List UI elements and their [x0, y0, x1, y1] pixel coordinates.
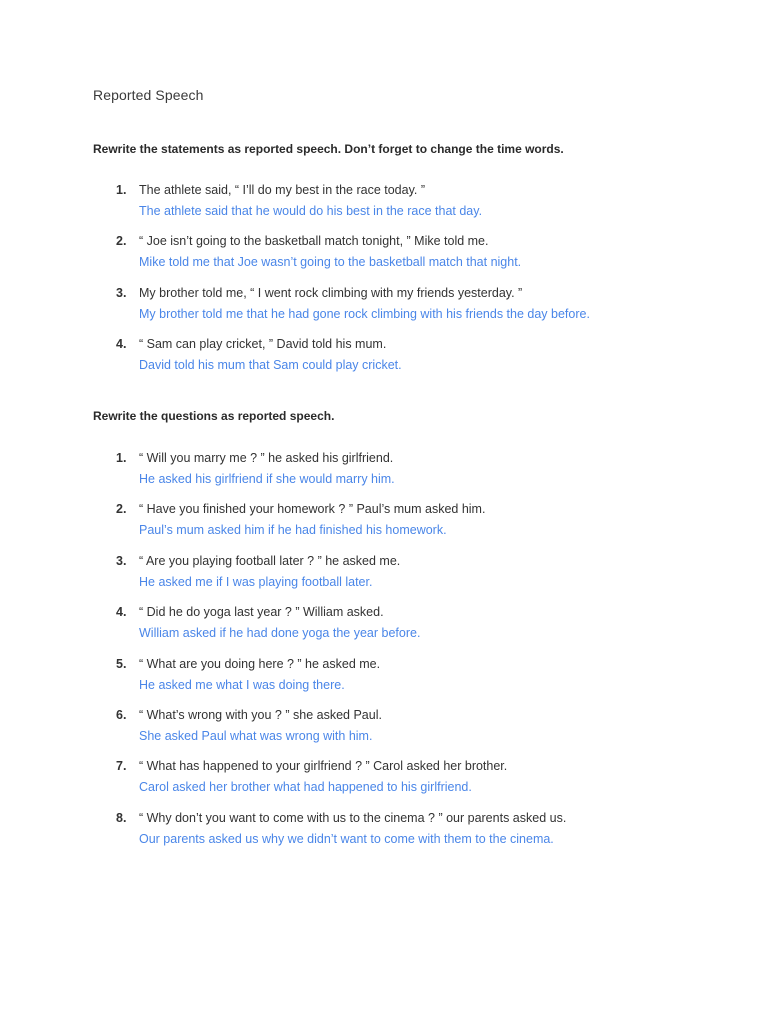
item-answer: Carol asked her brother what had happened to his girlfriend.: [139, 780, 472, 795]
questions-instruction: Rewrite the questions as reported speech.: [93, 409, 335, 423]
item-question: “ Have you finished your homework ? ” Paul’s mum asked him.: [139, 502, 486, 517]
item-number: 4.: [116, 605, 127, 620]
item-answer: The athlete said that he would do his best in the race that day.: [139, 204, 483, 218]
item-number: 5.: [116, 656, 127, 671]
item-question: “ Are you playing football later ? ” he asked me.: [139, 553, 401, 568]
item-number: 7.: [116, 759, 127, 774]
item-answer: She asked Paul what was wrong with him.: [139, 728, 373, 743]
item-number: 2.: [116, 234, 127, 249]
item-answer: David told his mum that Sam could play cricket.: [139, 358, 402, 373]
item-answer: Our parents asked us why we didn’t want to come with them to the cinema.: [139, 831, 554, 846]
item-number: 3.: [116, 285, 127, 300]
item-number: 8.: [116, 810, 127, 825]
item-answer: Paul’s mum asked him if he had finished his homework.: [139, 523, 447, 538]
item-question: “ Will you marry me ? ” he asked his girlfriend.: [139, 451, 394, 465]
item-answer: He asked his girlfriend if she would marry him.: [139, 472, 395, 486]
item-number: 3.: [116, 553, 127, 568]
item-answer: My brother told me that he had gone rock climbing with his friends the day before.: [139, 306, 590, 321]
item-number: 4.: [116, 337, 127, 352]
item-question: “ Sam can play cricket, ” David told his mum.: [139, 337, 387, 352]
item-number: 6.: [116, 707, 127, 722]
item-question: “ What’s wrong with you ? ” she asked Paul.: [139, 707, 382, 722]
item-number: 1.: [116, 183, 127, 197]
item-question: “ Joe isn’t going to the basketball match tonight, ” Mike told me.: [139, 234, 489, 249]
item-number: 1.: [116, 451, 127, 465]
item-answer: He asked me what I was doing there.: [139, 677, 345, 692]
item-answer: He asked me if I was playing football later.: [139, 574, 373, 589]
statements-instruction: Rewrite the statements as reported speech. Don’t forget to change the time words.: [93, 142, 564, 156]
item-question: “ Why don’t you want to come with us to the cinema ? ” our parents asked us.: [139, 810, 567, 825]
item-question: The athlete said, “ I’ll do my best in the race today. ”: [139, 183, 426, 197]
item-number: 2.: [116, 502, 127, 517]
item-question: “ What are you doing here ? ” he asked me.: [139, 656, 381, 671]
item-question: “ Did he do yoga last year ? ” William asked.: [139, 605, 384, 620]
item-question: My brother told me, “ I went rock climbing with my friends yesterday. ”: [139, 285, 523, 300]
item-answer: Mike told me that Joe wasn’t going to the basketball match that night.: [139, 255, 522, 270]
page-title: Reported Speech: [93, 87, 204, 103]
item-question: “ What has happened to your girlfriend ? ” Carol asked her brother.: [139, 759, 508, 774]
item-answer: William asked if he had done yoga the year before.: [139, 626, 421, 641]
